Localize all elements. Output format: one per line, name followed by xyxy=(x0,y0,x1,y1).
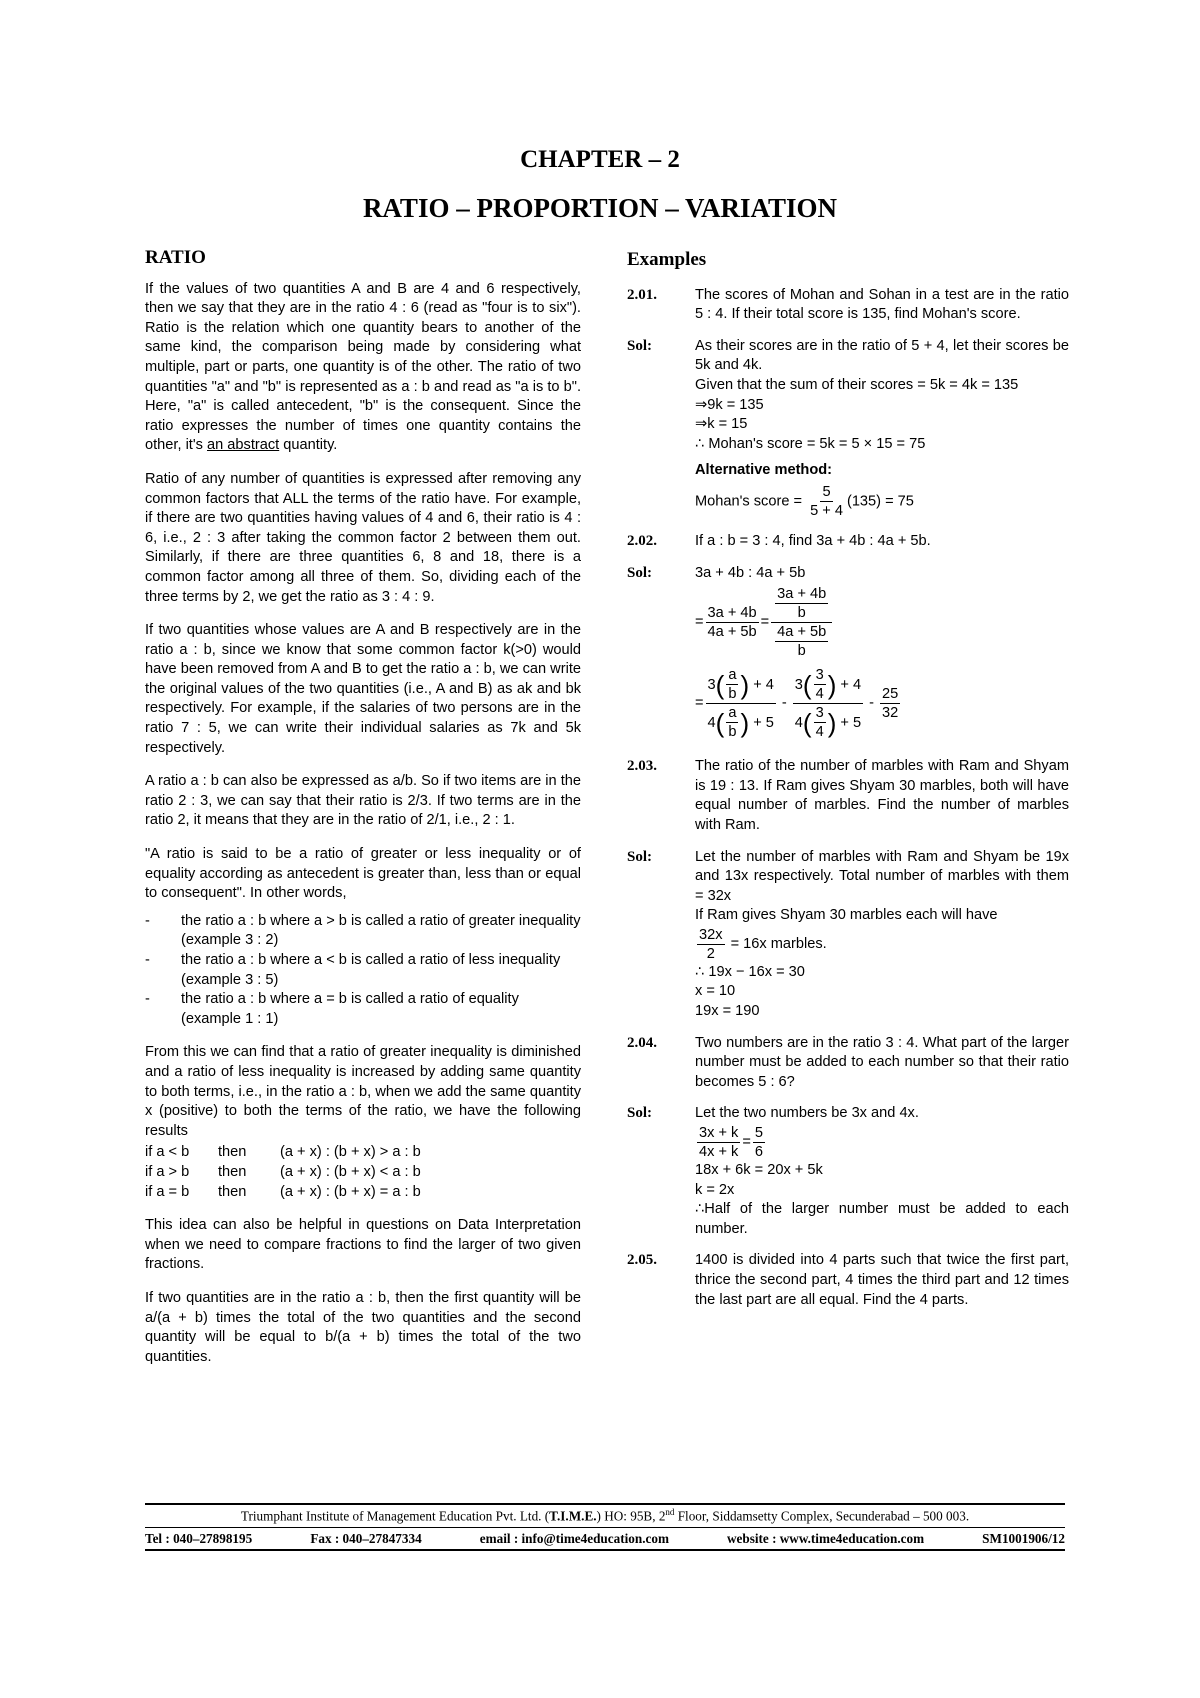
question-text: 1400 is divided into 4 parts such that twice the first part, thrice the second part, 4 times the third part and 12 times the last part are all equal. Find the 4 parts. xyxy=(695,1252,1069,1308)
denominator: 6 xyxy=(754,1144,763,1161)
chapter-title: RATIO – PROPORTION – VARIATION xyxy=(362,193,838,223)
coefficient: 3 xyxy=(707,676,716,693)
equation-step-2 xyxy=(695,666,1069,741)
numerator: 3 xyxy=(815,667,824,684)
condition: if a = b xyxy=(145,1183,190,1200)
solution-line: 19x = 190 xyxy=(695,1003,760,1020)
coefficient: 4 xyxy=(794,714,803,731)
paragraph-inequality: "A ratio is said to be a ratio of greater or less inequality or of equality according as antecedent is greater than, less than or equal to consequent". In other words, xyxy=(145,846,581,902)
bullet-text: the ratio a : b where a = b is called a ratio of equality (example 1 : 1) xyxy=(181,991,519,1027)
solution-line: Given that the sum of their scores = 5k = 4k = 135 xyxy=(695,376,1019,393)
right-paren: ) xyxy=(827,707,837,738)
numerator: 5 xyxy=(754,1125,763,1142)
footer-contacts xyxy=(145,1528,1065,1549)
denominator: 32 xyxy=(882,705,899,722)
compound-fraction xyxy=(706,666,776,741)
right-column xyxy=(627,250,1069,1322)
left-paren: ( xyxy=(715,669,725,700)
solution-line: If Ram gives Shyam 30 marbles each will have xyxy=(695,907,998,924)
paragraph-common-factors: Ratio of any number of quantities is expressed after removing any common factors that ALL the terms of the ratio have. For example, if there are two quantities having values of 4 and 6, their ratio is 4 : 6, i.e., 2 : 3 after taking the common factor 2 between them out. Similarly, if there are three quantities 6, 8 and 18, there is a common factor among all three of them. So, dividing each of the three terms by 2, we get the ratio as 3 : 4 : 9. xyxy=(145,470,581,605)
document-code: SM1001906/12 xyxy=(982,1531,1065,1547)
solution-body xyxy=(695,337,1069,520)
then-word: then xyxy=(218,1163,247,1180)
page-footer xyxy=(145,1503,1065,1551)
comparison-row xyxy=(145,1163,581,1183)
text: Mohan's score = xyxy=(695,493,807,510)
question-text: Two numbers are in the ratio 3 : 4. What part of the larger number must be added to each number so that their ratio becomes 5 : 6? xyxy=(695,1034,1069,1090)
numerator xyxy=(706,666,776,704)
numerator: a xyxy=(728,667,737,684)
telephone: Tel : 040–27898195 xyxy=(145,1531,253,1547)
numerator: 25 xyxy=(882,686,899,703)
fraction xyxy=(808,483,845,520)
bullet-mark: - xyxy=(145,991,150,1008)
question-text: If a : b = 3 : 4, find 3a + 4b : 4a + 5b. xyxy=(695,532,931,549)
bullet-mark: - xyxy=(145,952,150,968)
paragraph-data-interpretation: This idea can also be helpful in questions on Data Interpretation when we need to compare fractions to find the larger of two given fractions. xyxy=(145,1217,581,1273)
left-paren: ( xyxy=(802,707,812,738)
alternative-heading: Alternative method: xyxy=(695,462,833,479)
example-number: 2.02. xyxy=(627,532,657,549)
term: + 5 xyxy=(840,714,862,731)
left-paren: ( xyxy=(802,669,812,700)
denominator: b xyxy=(797,643,806,660)
fraction xyxy=(814,704,826,741)
solution-line xyxy=(695,926,1069,963)
right-paren: ) xyxy=(740,669,750,700)
example-question xyxy=(627,286,1069,325)
paragraph-original-values: If two quantities whose values are A and B respectively are in the ratio a : b, since we know that some common factor k(>0) would have been removed from A and B to get the ratio a : b, we can write the original values of the two quantities (i.e., A and B) as ak and bk respectively. For example, if the salaries of two persons are in the ratio 7 : 5, we can write their individual salaries as 7k and 5k respectively. xyxy=(145,622,581,756)
example-question xyxy=(627,1034,1069,1093)
equals-sign: = xyxy=(742,1133,751,1150)
solution-line: ⇒k = 15 xyxy=(695,416,748,433)
condition: if a < b xyxy=(145,1144,190,1161)
text: = 16x marbles. xyxy=(730,935,827,952)
solution-line: k = 2x xyxy=(695,1181,735,1198)
denominator: b xyxy=(728,724,737,741)
solution-line: ∴Half of the larger number must be added to each number. xyxy=(695,1201,1069,1237)
example-question xyxy=(627,532,1069,552)
fraction xyxy=(697,1124,740,1161)
denominator: b xyxy=(797,605,806,622)
denominator: b xyxy=(728,686,737,703)
fraction xyxy=(706,604,759,641)
section-heading-examples: Examples xyxy=(627,249,707,270)
fraction xyxy=(814,666,826,703)
chapter-heading: CHAPTER – 2 xyxy=(520,146,680,173)
bullet-text: the ratio a : b where a > b is called a ratio of greater inequality (example 3 : 2) xyxy=(181,912,581,949)
fraction xyxy=(775,623,828,660)
answer-fraction xyxy=(880,685,900,722)
solution-line: Let the two numbers be 3x and 4x. xyxy=(695,1105,919,1122)
numerator: 3x + k xyxy=(699,1125,739,1142)
numerator: 3a + 4b xyxy=(707,605,757,622)
example-number: 2.01. xyxy=(627,286,657,303)
solution-label: Sol: xyxy=(627,1105,653,1122)
solution-label: Sol: xyxy=(627,848,653,865)
example-number: 2.03. xyxy=(627,758,657,775)
list-item xyxy=(145,912,581,951)
comparison-table xyxy=(145,1143,581,1202)
text: Triumphant Institute of Management Education Pvt. Ltd. ( xyxy=(240,1508,550,1524)
solution-body xyxy=(695,848,1069,1022)
denominator: 4 xyxy=(815,724,824,741)
example-question xyxy=(627,1251,1069,1310)
footer-address xyxy=(145,1505,1065,1527)
solution-label: Sol: xyxy=(627,337,653,354)
alternative-formula xyxy=(695,483,1069,520)
solution-line xyxy=(695,1124,1069,1161)
coefficient: 3 xyxy=(794,676,803,693)
underlined-text: an abstract xyxy=(207,437,280,454)
condition: if a > b xyxy=(145,1163,190,1180)
email-link[interactable]: email : info@time4education.com xyxy=(479,1531,669,1547)
denominator: 4a + 5b xyxy=(707,624,757,641)
question-text: The ratio of the number of marbles with Ram and Shyam is 19 : 13. If Ram gives Shyam 30 marbles, both will have equal number of marbles. Find the number of marbles with Ram. xyxy=(695,758,1069,833)
result: (a + x) : (b + x) > a : b xyxy=(280,1144,421,1161)
solution xyxy=(627,848,1069,1022)
text: T.I.M.E. xyxy=(549,1508,597,1524)
text: If the values of two quantities A and B are 4 and 6 respectively, then we say that they are in the ratio 4 : 6 (read as "four is to six"). Ratio is the relation which one quantity bears to another of the same kind, the comparison being made by considering what multiple, part or parts, one quantity is of the other. The ratio of two quantities "a" and "b" is represented as a : b and read as "a is to b". Here, "a" is called antecedent, "b" is the consequent. Since the ratio expresses the number of times one quantity contains the other, it's xyxy=(145,280,581,454)
paragraph-share-of-total: If two quantities are in the ratio a : b, then the first quantity will be a/(a + b) times the total of the two quantities and the second quantity will be equal to b/(a + b) times the total of the two quantities. xyxy=(145,1289,581,1365)
equation-step-1 xyxy=(695,585,1069,660)
comparison-row xyxy=(145,1183,581,1203)
denominator: 2 xyxy=(706,945,715,962)
text: (135) = 75 xyxy=(846,493,914,510)
solution-line: ⇒9k = 135 xyxy=(695,396,764,413)
solution-line: As their scores are in the ratio of 5 + 4, let their scores be 5k and 4k. xyxy=(695,337,1069,374)
fraction xyxy=(697,926,725,963)
then-word: then xyxy=(218,1183,247,1200)
left-paren: ( xyxy=(715,707,725,738)
numerator xyxy=(771,585,832,623)
denominator: 4 xyxy=(815,686,824,703)
denominator xyxy=(771,623,832,660)
fraction xyxy=(753,1124,765,1161)
fax: Fax : 040–27847334 xyxy=(310,1531,422,1547)
section-heading-ratio: RATIO xyxy=(145,247,206,268)
equals-sign: = xyxy=(695,613,704,630)
equals-sign: = xyxy=(760,613,770,630)
dash-sign: - xyxy=(781,694,787,711)
then-word: then xyxy=(218,1144,247,1161)
dash-sign: - xyxy=(869,694,874,711)
numerator: a xyxy=(728,705,737,722)
fraction xyxy=(726,704,738,741)
compound-fraction xyxy=(793,666,863,741)
solution xyxy=(627,564,1069,742)
equals-sign: = xyxy=(695,694,704,711)
footer-rule-bottom xyxy=(145,1549,1065,1551)
bullet-list xyxy=(145,912,581,1030)
website-link[interactable]: website : www.time4education.com xyxy=(727,1531,925,1547)
denominator xyxy=(793,704,863,741)
list-item xyxy=(145,951,581,990)
result: (a + x) : (b + x) = a : b xyxy=(280,1183,421,1200)
solution-line: x = 10 xyxy=(695,983,736,1000)
comparison-row xyxy=(145,1143,581,1163)
solution-label: Sol: xyxy=(627,564,653,581)
solution-line: ∴ 19x − 16x = 30 xyxy=(695,963,805,980)
paragraph-adding-quantity: From this we can find that a ratio of greater inequality is diminished and a ratio of less inequality is increased by adding same quantity to both terms, i.e., in the ratio a : b, when we add the same quantity x (positive) to both the terms of the ratio, we have the following results xyxy=(145,1044,581,1139)
left-column xyxy=(145,248,581,1381)
example-question xyxy=(627,757,1069,835)
denominator: 4x + k xyxy=(699,1144,739,1161)
example-number: 2.05. xyxy=(627,1252,657,1269)
fraction xyxy=(775,585,828,622)
term: + 4 xyxy=(840,676,862,693)
paragraph-ratio-definition xyxy=(145,280,581,456)
text: ) HO: 95B, 2 xyxy=(596,1508,666,1524)
term: + 5 xyxy=(753,714,774,731)
text: quantity. xyxy=(279,437,338,454)
solution xyxy=(627,1104,1069,1239)
superscript: nd xyxy=(665,1507,675,1517)
solution-body xyxy=(695,564,1069,742)
right-paren: ) xyxy=(827,669,837,700)
denominator xyxy=(706,704,776,741)
text: Floor, Siddamsetty Complex, Secunderabad – 500 003. xyxy=(674,1508,970,1524)
solution-line: 18x + 6k = 20x + 5k xyxy=(695,1162,823,1179)
bullet-mark: - xyxy=(145,912,150,929)
denominator: 5 + 4 xyxy=(810,502,843,519)
coefficient: 4 xyxy=(707,714,716,731)
question-text: The scores of Mohan and Sohan in a test are in the ratio 5 : 4. If their total score is 135, find Mohan's score. xyxy=(695,286,1069,323)
solution xyxy=(627,337,1069,520)
solution-body xyxy=(695,1104,1069,1239)
right-paren: ) xyxy=(740,707,750,738)
result: (a + x) : (b + x) < a : b xyxy=(280,1163,421,1180)
bullet-text: the ratio a : b where a < b is called a ratio of less inequality (example 3 : 5) xyxy=(181,952,561,988)
numerator xyxy=(793,666,863,704)
solution-line: Let the number of marbles with Ram and Shyam be 19x and 13x respectively. Total number of marbles with them = 32x xyxy=(695,848,1069,904)
numerator: 32x xyxy=(699,926,723,943)
numerator: 3 xyxy=(815,705,824,722)
numerator: 4a + 5b xyxy=(777,624,827,641)
solution-line: ∴ Mohan's score = 5k = 5 × 15 = 75 xyxy=(695,435,926,452)
list-item xyxy=(145,990,581,1029)
fraction xyxy=(726,666,738,703)
term: + 4 xyxy=(753,676,774,693)
numerator: 5 xyxy=(822,483,831,500)
numerator: 3a + 4b xyxy=(777,586,827,603)
compound-fraction xyxy=(771,585,832,660)
paragraph-fraction-form: A ratio a : b can also be expressed as a/b. So if two items are in the ratio 2 : 3, we can say that their ratio is 2/3. If two terms are in the ratio 2, it means that they are in the ratio of 2/1, i.e., 2 : 1. xyxy=(145,773,581,829)
example-number: 2.04. xyxy=(627,1034,657,1051)
solution-line: 3a + 4b : 4a + 5b xyxy=(695,564,806,581)
